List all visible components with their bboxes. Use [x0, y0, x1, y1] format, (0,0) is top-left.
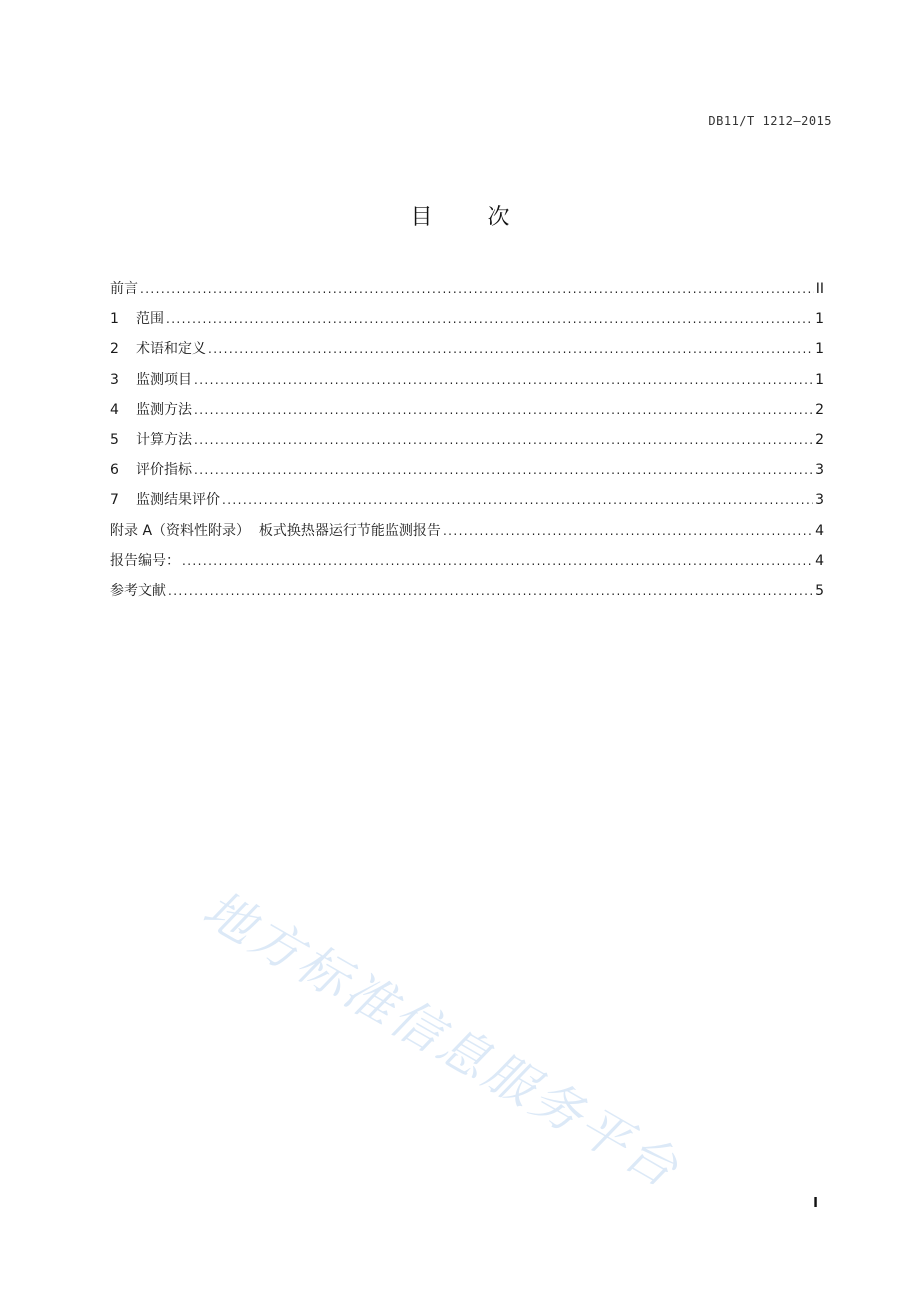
toc-leader-dots [194, 429, 813, 451]
toc-entry-terms[interactable] [110, 338, 824, 368]
toc-entry-label: 监测项目 [136, 371, 192, 388]
toc-leader-dots [194, 459, 813, 481]
toc-entry-page: 2 [815, 401, 824, 418]
toc-entry-number: 3 [110, 371, 119, 388]
toc-entry-number: 5 [110, 431, 119, 448]
toc-entry-page: 1 [815, 341, 824, 358]
toc-entry-number: 6 [110, 462, 119, 479]
standard-code: DB11/T 1212—2015 [708, 114, 832, 128]
toc-entry-label: 前言 [110, 281, 138, 297]
toc-entry-label: 计算方法 [136, 431, 192, 448]
toc-entry-label: 报告编号： [110, 552, 180, 569]
toc-title: 目 次 [410, 205, 534, 230]
toc-entry-result-evaluation[interactable] [110, 489, 824, 519]
toc-entry-page: 1 [815, 311, 824, 328]
watermark: 地方标准信息服务平台 [193, 879, 691, 1200]
toc-leader-dots [443, 520, 813, 542]
toc-entry-page: 1 [815, 371, 824, 388]
toc-entry-number: 1 [110, 311, 119, 328]
toc-entry-label: 参考文献 [110, 582, 166, 599]
toc-leader-dots [194, 369, 813, 391]
toc-entry-preface[interactable] [110, 278, 824, 308]
toc-entry-page: 4 [815, 552, 824, 569]
toc-entry-page: 2 [815, 431, 824, 448]
toc-entry-monitoring-items[interactable] [110, 369, 824, 399]
toc-entry-number: 2 [110, 341, 119, 358]
toc-entry-label: 附录 A（资料性附录） 板式换热器运行节能监测报告 [110, 522, 441, 539]
toc-entry-number: 7 [110, 492, 119, 509]
page-number: I [813, 1196, 818, 1211]
toc-entry-page: 3 [815, 462, 824, 479]
toc-leader-dots [182, 550, 813, 572]
toc-entry-label: 监测方法 [136, 401, 192, 418]
toc-entry-calculation-methods[interactable] [110, 429, 824, 459]
table-of-contents [110, 278, 824, 610]
toc-leader-dots [140, 278, 814, 300]
toc-entry-label: 评价指标 [136, 462, 192, 479]
toc-leader-dots [166, 308, 813, 330]
toc-entry-number: 4 [110, 401, 119, 418]
toc-entry-report-number[interactable] [110, 550, 824, 580]
toc-entry-page: 5 [815, 582, 824, 599]
toc-entry-appendix-a[interactable] [110, 520, 824, 550]
toc-entry-page: II [815, 281, 824, 297]
toc-entry-evaluation-indicators[interactable] [110, 459, 824, 489]
toc-leader-dots [194, 399, 813, 421]
toc-entry-scope[interactable] [110, 308, 824, 338]
toc-entry-references[interactable] [110, 580, 824, 610]
toc-leader-dots [168, 580, 813, 602]
toc-leader-dots [208, 338, 813, 360]
toc-entry-monitoring-methods[interactable] [110, 399, 824, 429]
toc-entry-page: 3 [815, 492, 824, 509]
toc-leader-dots [222, 489, 813, 511]
toc-entry-label: 术语和定义 [136, 341, 206, 358]
toc-entry-label: 范围 [136, 311, 164, 328]
toc-entry-label: 监测结果评价 [136, 492, 220, 509]
toc-entry-page: 4 [815, 522, 824, 539]
